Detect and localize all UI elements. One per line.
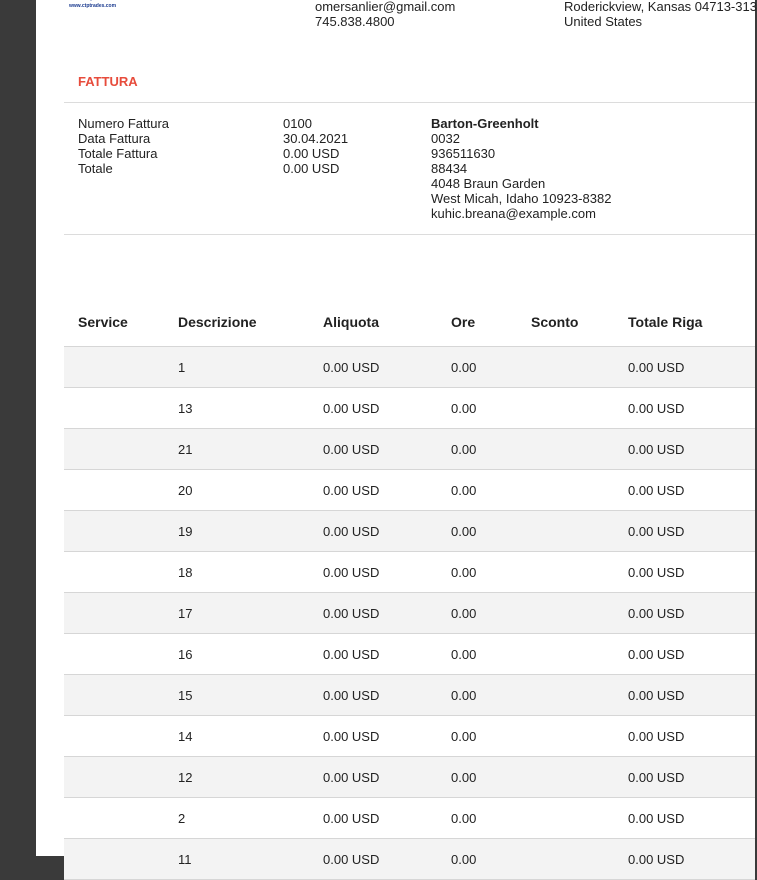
cell-line-total: 0.00 USD — [628, 757, 755, 798]
cell-rate: 0.00 USD — [323, 429, 451, 470]
cell-service — [64, 798, 178, 839]
items-table — [64, 298, 755, 880]
cell-discount — [531, 634, 628, 675]
cell-hours: 0.00 — [451, 839, 531, 880]
company-address — [564, 0, 757, 29]
cell-hours: 0.00 — [451, 798, 531, 839]
company-country: United States — [564, 14, 643, 29]
label-total: Totale — [78, 161, 113, 176]
label-date: Data Fattura — [78, 131, 151, 146]
cell-rate: 0.00 USD — [323, 470, 451, 511]
cell-service — [64, 675, 178, 716]
table-row — [64, 511, 755, 552]
client-phone: 936511630 — [431, 146, 496, 161]
cell-description: 1 — [178, 347, 323, 388]
divider — [64, 102, 755, 103]
cell-service — [64, 511, 178, 552]
cell-rate: 0.00 USD — [323, 839, 451, 880]
cell-hours: 0.00 — [451, 593, 531, 634]
label-number: Numero Fattura — [78, 116, 170, 131]
client-street: 4048 Braun Garden — [431, 176, 546, 191]
cell-hours: 0.00 — [451, 511, 531, 552]
value-total: 0.00 USD — [283, 161, 340, 176]
cell-description: 15 — [178, 675, 323, 716]
cell-line-total: 0.00 USD — [628, 593, 755, 634]
cell-description: 19 — [178, 511, 323, 552]
label-total-invoice: Totale Fattura — [78, 146, 158, 161]
value-number: 0100 — [283, 116, 312, 131]
cell-service — [64, 839, 178, 880]
header-description: Descrizione — [178, 298, 323, 347]
cell-description: 14 — [178, 716, 323, 757]
table-row — [64, 429, 755, 470]
company-phone: 745.838.4800 — [315, 14, 395, 29]
header-service: Service — [64, 298, 178, 347]
cell-description: 16 — [178, 634, 323, 675]
cell-discount — [531, 798, 628, 839]
table-row — [64, 388, 755, 429]
cell-service — [64, 716, 178, 757]
cell-line-total: 0.00 USD — [628, 716, 755, 757]
cell-line-total: 0.00 USD — [628, 798, 755, 839]
value-date: 30.04.2021 — [283, 131, 349, 146]
cell-description: 18 — [178, 552, 323, 593]
table-row — [64, 552, 755, 593]
cell-service — [64, 757, 178, 798]
cell-description: 13 — [178, 388, 323, 429]
company-logo-icon — [85, 0, 97, 2]
cell-rate: 0.00 USD — [323, 593, 451, 634]
cell-service — [64, 634, 178, 675]
cell-hours: 0.00 — [451, 675, 531, 716]
cell-rate: 0.00 USD — [323, 552, 451, 593]
cell-rate: 0.00 USD — [323, 511, 451, 552]
client-zip: 88434 — [431, 161, 468, 176]
client-city: West Micah, Idaho 10923-8382 — [431, 191, 612, 206]
cell-discount — [531, 388, 628, 429]
table-row — [64, 675, 755, 716]
cell-service — [64, 593, 178, 634]
divider — [64, 234, 755, 235]
table-row — [64, 593, 755, 634]
table-row — [64, 634, 755, 675]
cell-discount — [531, 675, 628, 716]
cell-hours: 0.00 — [451, 347, 531, 388]
cell-line-total: 0.00 USD — [628, 634, 755, 675]
table-row — [64, 347, 755, 388]
table-row — [64, 716, 755, 757]
cell-rate: 0.00 USD — [323, 716, 451, 757]
company-email: omersanlier@gmail.com — [315, 0, 456, 14]
cell-line-total: 0.00 USD — [628, 552, 755, 593]
table-row — [64, 798, 755, 839]
cell-line-total: 0.00 USD — [628, 511, 755, 552]
table-header-row — [64, 298, 755, 347]
cell-description: 17 — [178, 593, 323, 634]
cell-line-total: 0.00 USD — [628, 388, 755, 429]
cell-rate: 0.00 USD — [323, 388, 451, 429]
client-code: 0032 — [431, 131, 460, 146]
company-address-line: Roderickview, Kansas 04713-313 — [564, 0, 757, 14]
cell-line-total: 0.00 USD — [628, 839, 755, 880]
cell-discount — [531, 757, 628, 798]
cell-description: 20 — [178, 470, 323, 511]
cell-hours: 0.00 — [451, 388, 531, 429]
cell-hours: 0.00 — [451, 470, 531, 511]
cell-description: 11 — [178, 839, 323, 880]
cell-line-total: 0.00 USD — [628, 675, 755, 716]
cell-hours: 0.00 — [451, 716, 531, 757]
cell-line-total: 0.00 USD — [628, 470, 755, 511]
cell-rate: 0.00 USD — [323, 798, 451, 839]
cell-discount — [531, 511, 628, 552]
cell-line-total: 0.00 USD — [628, 347, 755, 388]
header-rate: Aliquota — [323, 298, 451, 347]
invoice-labels — [78, 116, 169, 176]
logo-url: www.ctptrades.com — [69, 3, 117, 9]
cell-service — [64, 388, 178, 429]
table-row — [64, 839, 755, 880]
cell-discount — [531, 839, 628, 880]
cell-service — [64, 347, 178, 388]
cell-hours: 0.00 — [451, 429, 531, 470]
cell-hours: 0.00 — [451, 634, 531, 675]
cell-description: 21 — [178, 429, 323, 470]
cell-hours: 0.00 — [451, 552, 531, 593]
client-info — [431, 116, 611, 221]
cell-description: 2 — [178, 798, 323, 839]
cell-discount — [531, 347, 628, 388]
client-email: kuhic.breana@example.com — [431, 206, 596, 221]
cell-rate: 0.00 USD — [323, 634, 451, 675]
cell-discount — [531, 429, 628, 470]
cell-service — [64, 470, 178, 511]
client-name: Barton-Greenholt — [431, 116, 539, 131]
cell-discount — [531, 593, 628, 634]
cell-line-total: 0.00 USD — [628, 429, 755, 470]
value-total-invoice: 0.00 USD — [283, 146, 340, 161]
invoice-values — [283, 116, 348, 176]
table-row — [64, 470, 755, 511]
cell-discount — [531, 470, 628, 511]
invoice-title: FATTURA — [78, 74, 138, 89]
header-hours: Ore — [451, 298, 531, 347]
header-line-total: Totale Riga — [628, 298, 755, 347]
cell-rate: 0.00 USD — [323, 675, 451, 716]
header-discount: Sconto — [531, 298, 628, 347]
cell-description: 12 — [178, 757, 323, 798]
cell-discount — [531, 552, 628, 593]
cell-service — [64, 429, 178, 470]
cell-hours: 0.00 — [451, 757, 531, 798]
table-row — [64, 757, 755, 798]
invoice-page — [36, 0, 757, 867]
cell-rate: 0.00 USD — [323, 757, 451, 798]
cell-rate: 0.00 USD — [323, 347, 451, 388]
cell-discount — [531, 716, 628, 757]
company-contact — [315, 0, 455, 29]
cell-service — [64, 552, 178, 593]
